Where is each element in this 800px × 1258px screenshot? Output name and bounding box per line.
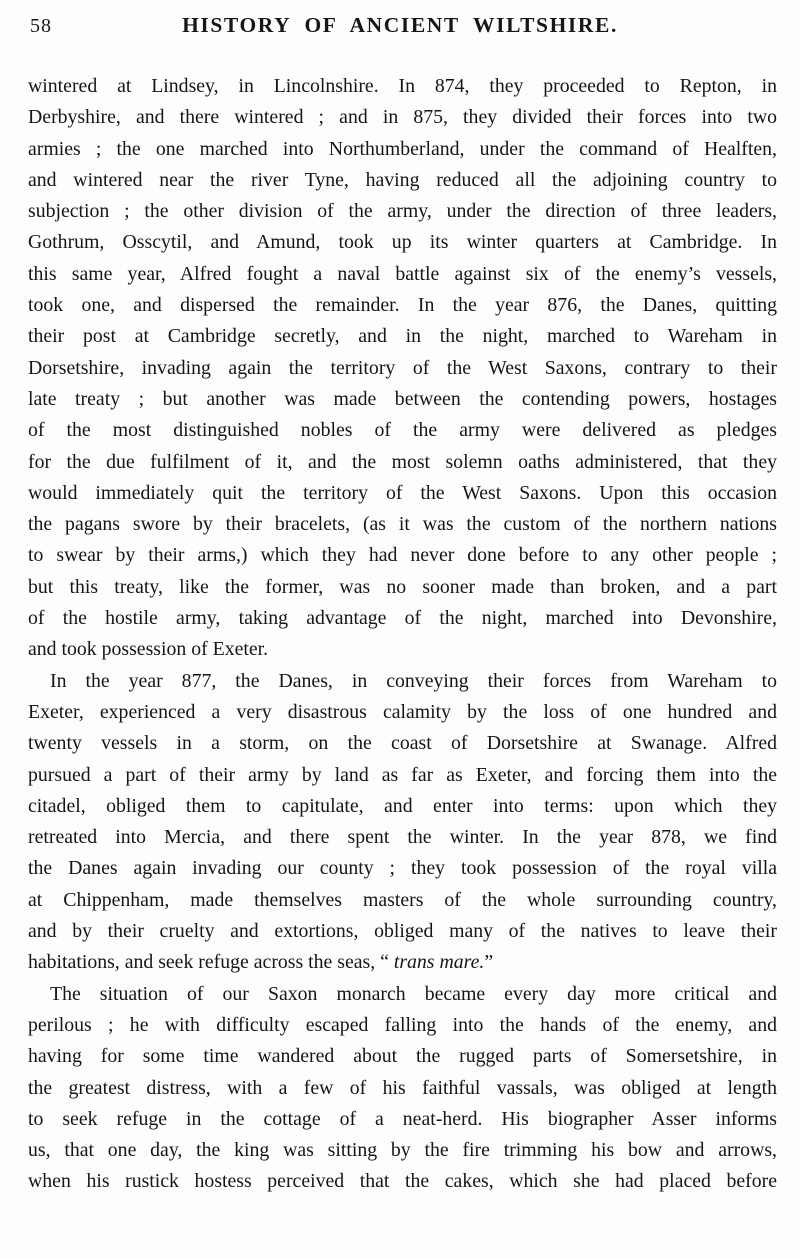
text-line: for the due fulfilment of it, and the most solemn oaths administered, that they: [28, 450, 777, 473]
text-line: subjection ; the other division of the army, under the direction of three leaders,: [28, 200, 777, 223]
page-body: [28, 71, 777, 1198]
text-line: to seek refuge in the cottage of a neat-herd. His biographer Asser informs: [28, 1107, 777, 1130]
text-line: retreated into Mercia, and there spent the winter. In the year 878, we find: [28, 826, 777, 849]
text-line: pursued a part of their army by land as far as Exeter, and forcing them into the: [28, 763, 777, 786]
page-header: [0, 10, 800, 46]
text-line: their post at Cambridge secretly, and in the night, marched to Wareham in: [28, 325, 777, 348]
text-line: perilous ; he with difficulty escaped falling into the hands of the enemy, and: [28, 1013, 777, 1036]
text-line: and wintered near the river Tyne, having reduced all the adjoining country to: [28, 168, 777, 191]
text-line: us, that one day, the king was sitting by the fire trimming his bow and arrows,: [28, 1139, 777, 1162]
text-line: the pagans swore by their bracelets, (as it was the custom of the northern nations: [28, 513, 777, 536]
text-line: the Danes again invading our county ; they took possession of the royal villa: [28, 857, 777, 880]
page-number: 58: [30, 15, 52, 37]
text-line: In the year 877, the Danes, in conveying their forces from Wareham to: [50, 669, 777, 692]
text-line: armies ; the one marched into Northumberland, under the command of Healften,: [28, 137, 777, 160]
running-title: HISTORY OF ANCIENT WILTSHIRE.: [182, 13, 618, 37]
text-line: this same year, Alfred fought a naval battle against six of the enemy’s vessels,: [28, 262, 777, 285]
text-line: late treaty ; but another was made between the contending powers, hostages: [28, 387, 777, 410]
text-line: Gothrum, Osscytil, and Amund, took up its winter quarters at Cambridge. In: [28, 231, 777, 254]
text-line: but this treaty, like the former, was no sooner made than broken, and a part: [28, 575, 777, 598]
text-line: and by their cruelty and extortions, obliged many of the natives to leave their: [28, 920, 777, 943]
text-line: wintered at Lindsey, in Lincolnshire. In 874, they proceeded to Repton, in: [28, 75, 777, 97]
text-line: the greatest distress, with a few of his faithful vassals, was obliged at length: [28, 1076, 777, 1099]
text-line: at Chippenham, made themselves masters of the whole surrounding country,: [28, 888, 777, 911]
text-line: twenty vessels in a storm, on the coast of Dorsetshire at Swanage. Alfred: [28, 732, 777, 755]
text-line: to swear by their arms,) which they had never done before to any other people ;: [28, 544, 777, 567]
text-line: and took possession of Exeter.: [28, 638, 269, 661]
text-line: took one, and dispersed the remainder. In the year 876, the Danes, quitting: [28, 294, 777, 317]
text-line: of the most distinguished nobles of the army were delivered as pledges: [28, 419, 777, 442]
text-line: Exeter, experienced a very disastrous calamity by the loss of one hundred and: [28, 700, 777, 723]
text-line: would immediately quit the territory of the West Saxons. Upon this occasion: [28, 481, 777, 504]
text-line: habitations, and seek refuge across the seas, “ trans mare.”: [28, 951, 494, 974]
text-line: The situation of our Saxon monarch became every day more critical and: [50, 982, 777, 1005]
text-line: Dorsetshire, invading again the territory of the West Saxons, contrary to their: [28, 356, 777, 379]
text-line: Derbyshire, and there wintered ; and in 875, they divided their forces into two: [28, 106, 777, 129]
text-line: when his rustick hostess perceived that the cakes, which she had placed before: [28, 1170, 777, 1193]
text-line: having for some time wandered about the rugged parts of Somersetshire, in: [28, 1045, 777, 1068]
text-line: of the hostile army, taking advantage of the night, marched into Devonshire,: [28, 607, 777, 630]
text-line: citadel, obliged them to capitulate, and enter into terms: upon which they: [28, 794, 777, 817]
